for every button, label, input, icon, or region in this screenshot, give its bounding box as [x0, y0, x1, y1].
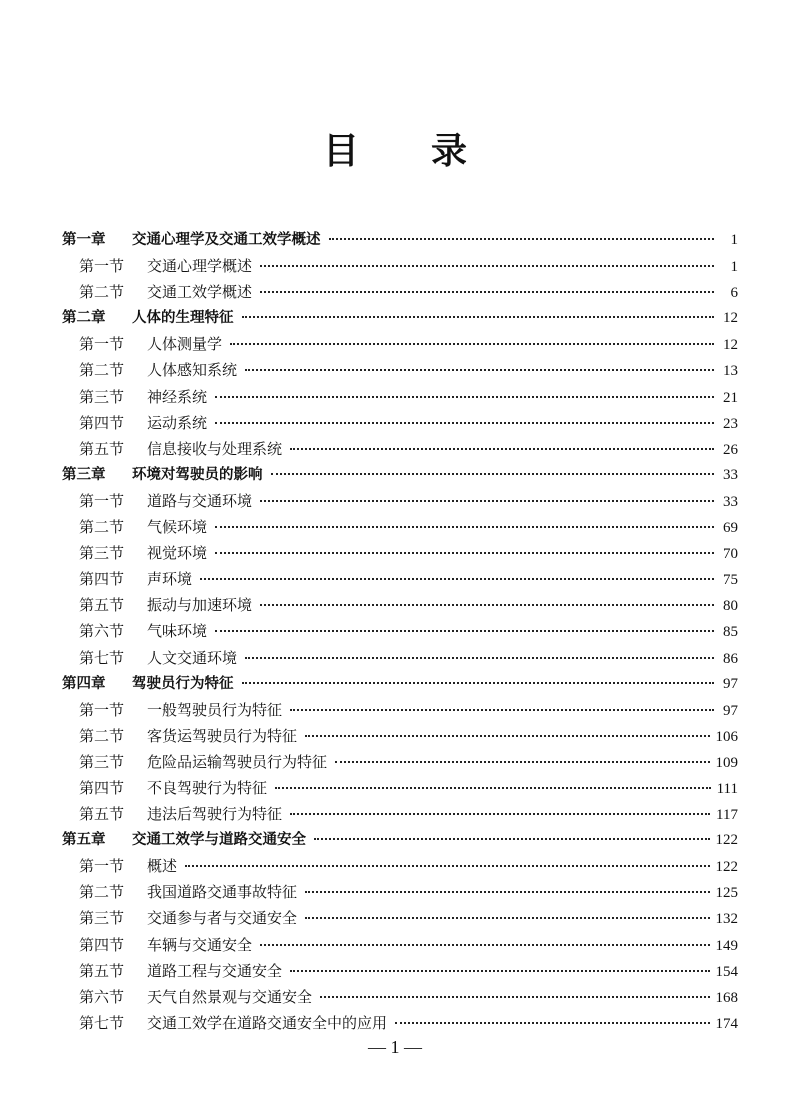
- toc-entry-number: 第一节: [79, 335, 125, 354]
- toc-entry-number: 第三节: [79, 387, 125, 406]
- dot-leader: [230, 343, 714, 345]
- dot-leader: [275, 787, 711, 789]
- toc-entry-title: 概述: [147, 857, 178, 876]
- title-char-2: 录: [431, 131, 468, 172]
- toc-entry-number: 第三节: [79, 909, 125, 928]
- toc-entry-number: 第二节: [79, 726, 125, 745]
- toc-page-number: 26: [723, 441, 738, 458]
- dot-leader: [242, 682, 715, 684]
- toc-page-number: 111: [716, 780, 738, 797]
- page-number-footer: — 1 —: [368, 1037, 422, 1057]
- toc-section-row: [62, 749, 738, 775]
- dot-leader: [271, 473, 715, 475]
- toc-chapter-row: [62, 305, 738, 331]
- toc-entry-number: 第二节: [79, 283, 125, 302]
- toc-section-row: [62, 592, 738, 618]
- toc-entry-number: 第四节: [79, 570, 125, 589]
- toc-entry-number: 第五章: [62, 832, 106, 849]
- toc-entry-number: 第一节: [79, 700, 125, 719]
- toc-entry-title: 运动系统: [147, 413, 208, 432]
- toc-chapter-row: [62, 227, 738, 253]
- dot-leader: [215, 552, 714, 554]
- toc-entry-number: 第四节: [79, 935, 125, 954]
- dot-leader: [329, 238, 715, 240]
- toc-section-row: [62, 801, 738, 827]
- toc-section-row: [62, 357, 738, 383]
- dot-leader: [215, 526, 714, 528]
- toc-page-number: 97: [723, 675, 738, 692]
- dot-leader: [200, 578, 714, 580]
- dot-leader: [314, 838, 710, 840]
- dot-leader: [395, 1022, 709, 1024]
- dot-leader: [245, 657, 714, 659]
- dot-leader: [335, 761, 709, 763]
- toc-section-row: [62, 984, 738, 1010]
- toc-entry-title: 交通工效学概述: [147, 283, 253, 302]
- table-of-contents: [62, 227, 738, 1036]
- toc-section-row: [62, 775, 738, 801]
- toc-entry-number: 第四节: [79, 778, 125, 797]
- toc-page-number: 106: [715, 728, 738, 745]
- dot-leader: [290, 709, 714, 711]
- toc-entry-title: 交通工效学在道路交通安全中的应用: [147, 1013, 388, 1032]
- toc-page-number: 149: [715, 937, 738, 954]
- dot-leader: [260, 291, 714, 293]
- toc-entry-number: 第二节: [79, 518, 125, 537]
- toc-entry-number: 第五节: [79, 805, 125, 824]
- title-char-1: 目: [322, 131, 359, 172]
- toc-section-row: [62, 723, 738, 749]
- toc-section-row: [62, 697, 738, 723]
- toc-entry-title: 交通工效学与道路交通安全: [132, 832, 306, 849]
- toc-page-number: 1: [730, 232, 738, 248]
- toc-section-row: [62, 410, 738, 436]
- toc-entry-title: 振动与加速环境: [147, 596, 253, 615]
- toc-page-number: 12: [723, 310, 738, 327]
- toc-section-row: [62, 279, 738, 305]
- toc-entry-number: 第六节: [79, 987, 125, 1006]
- toc-entry-title: 交通参与者与交通安全: [147, 909, 298, 928]
- toc-entry-number: 第三节: [79, 544, 125, 563]
- toc-section-row: [62, 905, 738, 931]
- dot-leader: [305, 735, 709, 737]
- toc-section-row: [62, 618, 738, 644]
- toc-section-row: [62, 514, 738, 540]
- toc-section-row: [62, 566, 738, 592]
- toc-page-number: 80: [723, 598, 738, 615]
- toc-entry-title: 不良驾驶行为特征: [147, 778, 268, 797]
- toc-entry-title: 视觉环境: [147, 544, 208, 563]
- toc-entry-title: 人体感知系统: [147, 361, 238, 380]
- toc-page-number: 168: [715, 989, 738, 1006]
- toc-entry-number: 第六节: [79, 622, 125, 641]
- toc-page-number: 33: [723, 466, 738, 483]
- toc-section-row: [62, 645, 738, 671]
- toc-entry-number: 第一节: [79, 857, 125, 876]
- page-title: [0, 130, 790, 174]
- toc-entry-title: 神经系统: [147, 387, 208, 406]
- toc-entry-title: 我国道路交通事故特征: [147, 883, 298, 902]
- toc-chapter-row: [62, 671, 738, 697]
- toc-entry-number: 第三节: [79, 752, 125, 771]
- dot-leader: [215, 396, 714, 398]
- toc-page-number: 13: [723, 363, 738, 380]
- toc-page-number: 154: [715, 963, 738, 980]
- toc-section-row: [62, 384, 738, 410]
- toc-section-row: [62, 853, 738, 879]
- toc-page-number: 33: [723, 493, 738, 510]
- toc-page-number: 69: [723, 520, 738, 537]
- toc-entry-title: 环境对驾驶员的影响: [132, 466, 263, 483]
- toc-chapter-row: [62, 462, 738, 488]
- dot-leader: [215, 630, 714, 632]
- toc-entry-title: 一般驾驶员行为特征: [147, 700, 283, 719]
- toc-section-row: [62, 488, 738, 514]
- toc-page-number: 23: [723, 415, 738, 432]
- toc-entry-title: 道路与交通环境: [147, 491, 253, 510]
- toc-section-row: [62, 879, 738, 905]
- toc-page-number: 12: [723, 337, 738, 354]
- toc-entry-title: 人体的生理特征: [132, 310, 234, 327]
- toc-entry-title: 违法后驾驶行为特征: [147, 805, 283, 824]
- toc-section-row: [62, 540, 738, 566]
- toc-entry-title: 信息接收与处理系统: [147, 439, 283, 458]
- toc-entry-number: 第一章: [62, 232, 106, 248]
- toc-entry-title: 气候环境: [147, 518, 208, 537]
- toc-entry-title: 人体测量学: [147, 335, 223, 354]
- toc-page-number: 109: [715, 754, 738, 771]
- toc-entry-number: 第七节: [79, 648, 125, 667]
- toc-section-row: [62, 436, 738, 462]
- toc-page-number: 21: [723, 389, 738, 406]
- toc-page-number: 117: [716, 807, 738, 824]
- toc-entry-number: 第二节: [79, 883, 125, 902]
- dot-leader: [245, 369, 714, 371]
- toc-section-row: [62, 958, 738, 984]
- toc-entry-title: 客货运驾驶员行为特征: [147, 726, 298, 745]
- toc-section-row: [62, 1010, 738, 1036]
- toc-entry-title: 人文交通环境: [147, 648, 238, 667]
- toc-entry-number: 第五节: [79, 961, 125, 980]
- toc-entry-number: 第七节: [79, 1013, 125, 1032]
- dot-leader: [260, 944, 709, 946]
- toc-page-number: 132: [715, 911, 738, 928]
- toc-entry-title: 车辆与交通安全: [147, 935, 253, 954]
- toc-page-number: 86: [723, 650, 738, 667]
- toc-page-number: 75: [723, 572, 738, 589]
- toc-entry-title: 驾驶员行为特征: [132, 675, 234, 692]
- dot-leader: [185, 865, 709, 867]
- toc-page-number: 1: [730, 259, 738, 276]
- toc-entry-title: 天气自然景观与交通安全: [147, 987, 313, 1006]
- toc-entry-title: 危险品运输驾驶员行为特征: [147, 752, 328, 771]
- dot-leader: [260, 265, 714, 267]
- toc-page-number: 6: [730, 285, 738, 302]
- dot-leader: [215, 422, 714, 424]
- toc-entry-number: 第五节: [79, 439, 125, 458]
- toc-entry-title: 气味环境: [147, 622, 208, 641]
- toc-page-number: 125: [715, 885, 738, 902]
- toc-entry-number: 第二章: [62, 310, 106, 327]
- dot-leader: [260, 604, 714, 606]
- toc-page-number: 70: [723, 546, 738, 563]
- dot-leader: [242, 316, 715, 318]
- toc-section-row: [62, 253, 738, 279]
- toc-page-number: 122: [715, 832, 738, 849]
- toc-section-row: [62, 331, 738, 357]
- toc-entry-number: 第一节: [79, 491, 125, 510]
- dot-leader: [305, 917, 709, 919]
- dot-leader: [290, 813, 710, 815]
- dot-leader: [290, 448, 714, 450]
- toc-page-number: 97: [723, 702, 738, 719]
- toc-entry-title: 交通心理学概述: [147, 257, 253, 276]
- dot-leader: [260, 500, 714, 502]
- toc-entry-number: 第四章: [62, 675, 106, 692]
- toc-page-number: 85: [723, 624, 738, 641]
- toc-entry-title: 声环境: [147, 570, 193, 589]
- toc-entry-number: 第三章: [62, 466, 106, 483]
- toc-chapter-row: [62, 827, 738, 853]
- toc-entry-number: 第二节: [79, 361, 125, 380]
- toc-section-row: [62, 932, 738, 958]
- dot-leader: [320, 996, 709, 998]
- dot-leader: [290, 970, 709, 972]
- toc-entry-number: 第四节: [79, 413, 125, 432]
- toc-entry-title: 交通心理学及交通工效学概述: [132, 232, 321, 248]
- toc-page-number: 122: [715, 859, 738, 876]
- toc-page-number: 174: [715, 1015, 738, 1032]
- toc-entry-number: 第五节: [79, 596, 125, 615]
- toc-entry-title: 道路工程与交通安全: [147, 961, 283, 980]
- toc-entry-number: 第一节: [79, 257, 125, 276]
- dot-leader: [305, 891, 709, 893]
